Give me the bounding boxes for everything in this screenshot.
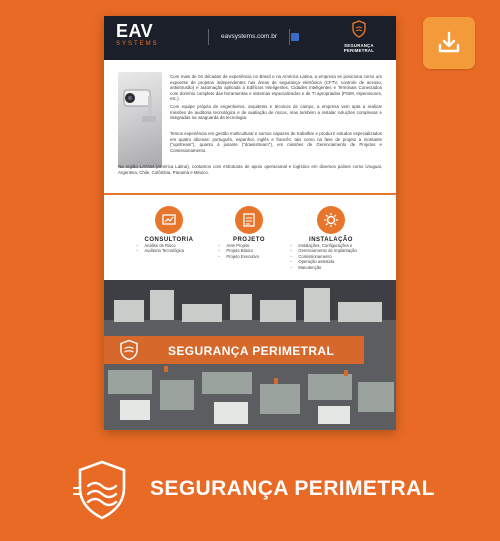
perimeter-shield-icon: [118, 339, 140, 361]
list-item: – Análise de Risco: [136, 243, 184, 248]
list-item: – Manutenção: [290, 265, 357, 270]
service-title: CONSULTORIA: [144, 237, 194, 243]
header-badge: [336, 20, 382, 56]
perimeter-shield-icon: [70, 458, 134, 522]
shield-icon: [351, 20, 367, 38]
list-item: – Ante Projeto: [218, 243, 259, 248]
project-icon: [235, 206, 263, 234]
latam-paragraph: Na região LATAM (América Latina), contamos com estruturas de apoio operacional e logístico em diversos países como Uruguai, Argentina, Chile, Colômbia, Panamá e México.: [118, 164, 382, 175]
list-item: – Instalações, Configurações e: [290, 243, 357, 248]
service-consultoria: [134, 206, 204, 243]
list-item: – Comissionamento: [290, 254, 357, 259]
download-button[interactable]: [423, 17, 475, 69]
list-item: – Projeto Básico: [218, 248, 259, 253]
experience-paragraph: Temos experiência em gestão multicultural e somos capazes de trabalhar e produzir estudos especializados em quatro idiomas: português, espanhol, inglês e francês, tais como na fase de projeto a montante ("upstream"), quanto à jusante ("downstream"), em missões de Gerenciamento de Projetos e Comissionamento.: [170, 131, 382, 153]
service-projeto: [214, 206, 284, 243]
company-logo: [116, 22, 159, 47]
service-list: [290, 243, 357, 270]
camera-photo: [118, 72, 162, 168]
company-url: eavsystems.com.br: [208, 29, 290, 45]
logo-subtext: SYSTEMS: [116, 41, 159, 47]
gear-wrench-icon: [317, 206, 345, 234]
list-item: – Gerenciamento de Implantação: [290, 248, 357, 253]
service-list: [136, 243, 184, 254]
section-title: SEGURANÇA PERIMETRAL: [150, 477, 435, 500]
industrial-city-image: [104, 280, 396, 430]
section-divider: [104, 193, 396, 195]
linkedin-icon: [291, 33, 299, 41]
badge-label: SEGURANÇA: [344, 43, 374, 48]
list-item: – Auditoria Tecnológica: [136, 248, 184, 253]
intro-paragraph: Com mais de 04 décadas de experiência no Brasil e na América Latina, a empresa se posiciona como um expoente de projetos independentes nas áreas de segurança eletrônica (CFTV, controle de acesso, antiintrusão) e automação aplicada a Edifícios Inteligentes, Cidades Inteligentes e Terminais Conectados com domínio completo das ferramentas e sistemas especializados e de TI apropriados (PSIM, Hipervisores, etc.).: [170, 74, 382, 102]
consulting-icon: [155, 206, 183, 234]
banner-title: SEGURANÇA PERIMETRAL: [168, 344, 335, 358]
service-title: PROJETO: [232, 237, 266, 243]
service-title: INSTALAÇÃO: [309, 237, 353, 243]
download-icon: [436, 30, 462, 56]
logo-text: EAV: [116, 21, 154, 41]
category-banner: [104, 336, 364, 364]
team-paragraph: Com equipe própria de engenheiros, arquitetos e técnicos de campo, a empresa vem apta a realizar missões de auditoria tecnológica e de avaliação de riscos, mas também a instalar soluções complexas e integradas na vanguarda da tecnologia.: [170, 104, 382, 121]
list-item: – Operação assistida: [290, 259, 357, 264]
service-instalacao: [296, 206, 366, 243]
list-item: – Projeto Executivo: [218, 254, 259, 259]
document-preview[interactable]: [104, 16, 396, 430]
document-header: [104, 16, 396, 60]
badge-label: PERIMETRAL: [343, 48, 375, 53]
service-list: [218, 243, 259, 259]
